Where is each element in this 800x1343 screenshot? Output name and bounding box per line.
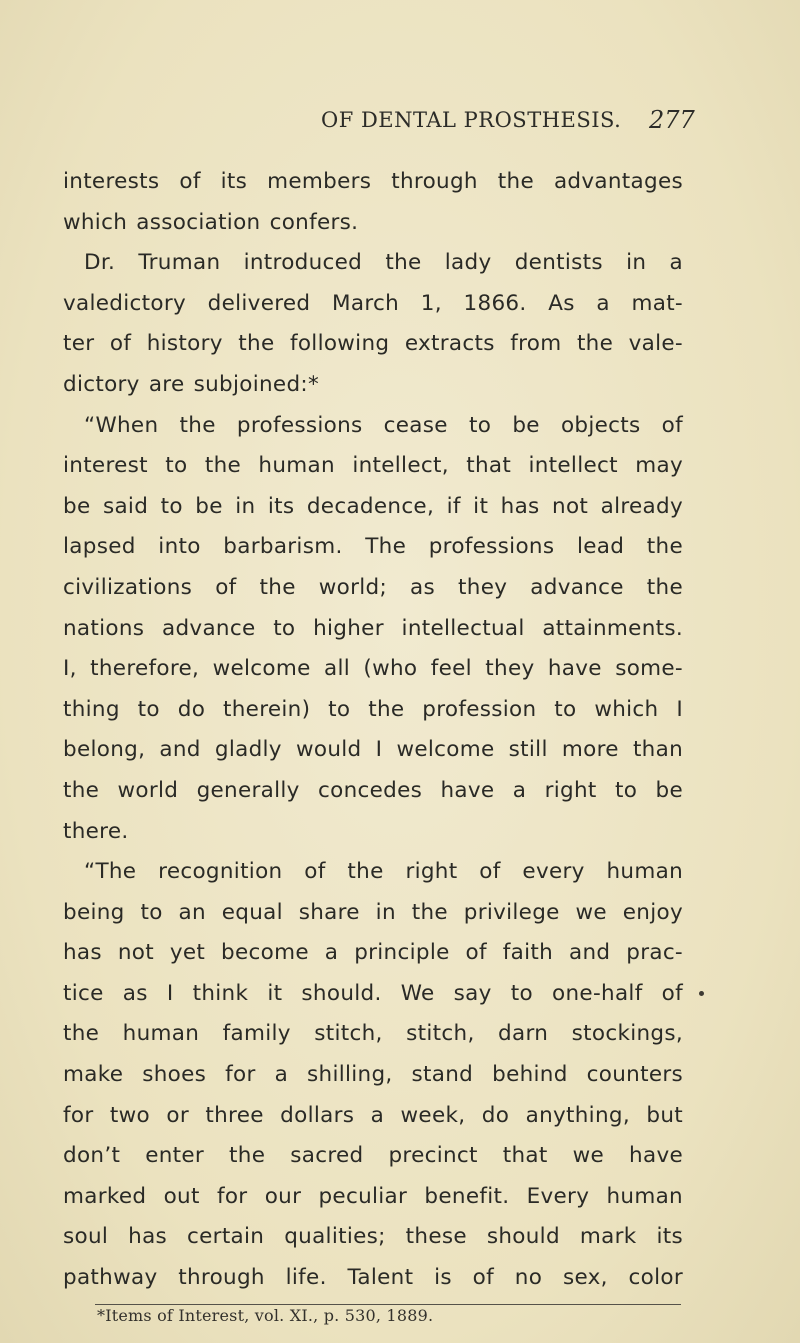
text-line: the human family stitch, stitch, darn stockings, — [63, 1021, 683, 1047]
footnote-divider — [95, 1304, 681, 1305]
margin-mark — [699, 991, 704, 996]
text-line: “When the professions cease to be objects of — [84, 412, 683, 438]
text-line: ter of history the following extracts from the vale- — [63, 331, 683, 357]
running-title: OF DENTAL PROSTHESIS. — [321, 108, 622, 132]
text-line: the world generally concedes have a right to be — [63, 777, 683, 803]
text-line: tice as I think it should. We say to one-half of — [63, 980, 683, 1006]
text-line: pathway through life. Talent is of no sex, color — [63, 1265, 683, 1291]
page-number: 277 — [649, 106, 695, 134]
text-line: make shoes for a shilling, stand behind counters — [63, 1062, 683, 1088]
text-line: marked out for our peculiar benefit. Every human — [63, 1183, 683, 1209]
text-line: interest to the human intellect, that intellect may — [63, 453, 683, 479]
text-line: which association confers. — [63, 209, 359, 235]
text-line: for two or three dollars a week, do anything, but — [63, 1102, 683, 1128]
text-line: dictory are subjoined:* — [63, 371, 319, 397]
text-line: has not yet become a principle of faith and prac- — [63, 940, 683, 966]
body-text — [63, 162, 683, 1299]
text-line: don’t enter the sacred precinct that we have — [63, 1143, 683, 1169]
text-line: “The recognition of the right of every human — [84, 859, 683, 885]
text-line: civilizations of the world; as they advance the — [63, 574, 683, 600]
text-line: Dr. Truman introduced the lady dentists in a — [84, 250, 683, 276]
text-line: interests of its members through the advantages — [63, 169, 683, 194]
text-line: being to an equal share in the privilege we enjoy — [63, 899, 683, 925]
text-line: nations advance to higher intellectual attainments. — [63, 615, 683, 641]
text-line: valedictory delivered March 1, 1866. As a mat- — [63, 290, 683, 316]
text-line: belong, and gladly would I welcome still more than — [63, 737, 683, 763]
text-line: thing to do therein) to the profession to which I — [63, 696, 683, 722]
text-line: be said to be in its decadence, if it has not already — [63, 493, 683, 519]
text-line: there. — [63, 818, 129, 844]
footnote: *Items of Interest, vol. XI., p. 530, 1889. — [97, 1306, 434, 1325]
page-header — [0, 103, 800, 143]
text-line: lapsed into barbarism. The professions lead the — [63, 534, 683, 560]
text-line: soul has certain qualities; these should mark its — [63, 1224, 683, 1250]
text-line: I, therefore, welcome all (who feel they have some- — [63, 656, 683, 682]
